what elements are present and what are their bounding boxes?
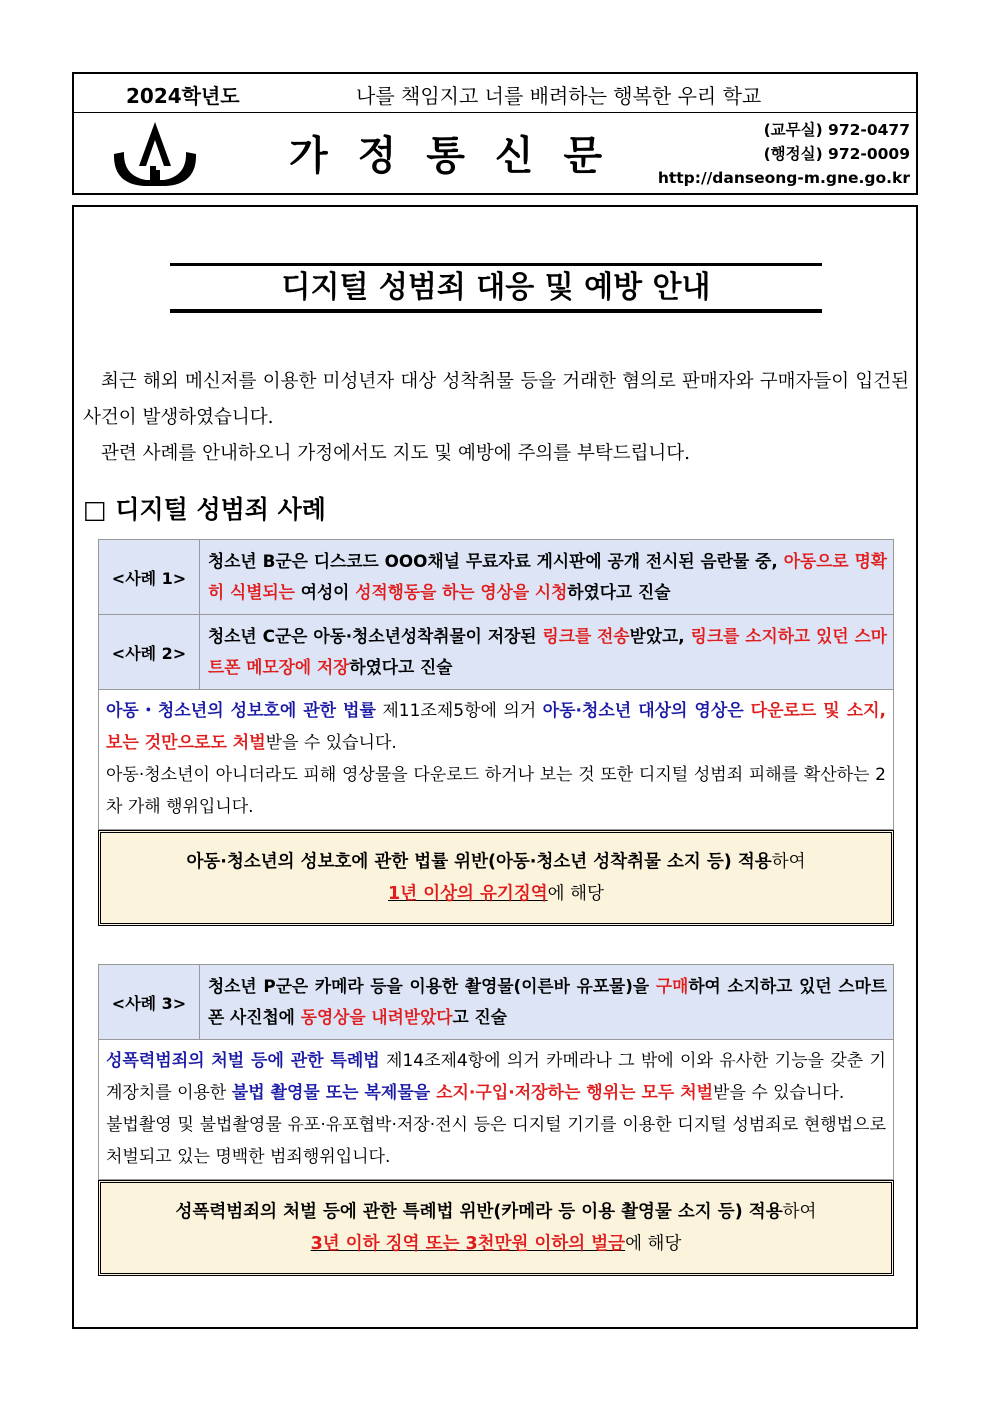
- penalty-box-1: 아동·청소년의 성보호에 관한 법률 위반(아동·청소년 성착취물 소지 등) 적용하여 1년 이상의 유기징역에 해당: [98, 830, 894, 926]
- document-title: 디지털 성범죄 대응 및 예방 안내: [170, 263, 822, 313]
- intro-paragraph-2: 관련 사례를 안내하오니 가정에서도 지도 및 예방에 주의를 부탁드립니다.: [101, 443, 691, 464]
- school-website-link[interactable]: http://danseong-m.gne.go.kr: [657, 169, 910, 187]
- school-contact: [658, 118, 910, 190]
- school-emblem-icon: [110, 118, 200, 190]
- case-row: [98, 539, 894, 615]
- newsletter-title: 가정통신문: [289, 133, 633, 179]
- case-label: <사례 3>: [99, 965, 200, 1039]
- admin-phone: (행정실) 972-0009: [763, 145, 910, 163]
- case-row: [98, 964, 894, 1040]
- office-phone: (교무실) 972-0477: [763, 121, 910, 139]
- case-group-1: [98, 539, 894, 926]
- law-explanation-2: 성폭력범죄의 처벌 등에 관한 특례법 제14조제4항에 의거 카메라나 그 밖에 이와 유사한 기능을 갖춘 기계장치를 이용한 불법 촬영물 또는 복제물을 소지·구입·저장하는 행위는 모두 처벌받을 수 있습니다. 불법촬영 및 불법촬영물 유포·유포협박·저장·전시 등은 디지털 기기를 이용한 디지털 성범죄로 현행법으로 처벌되고 있는 명백한 범죄행위입니다.: [98, 1040, 894, 1180]
- case-label: <사례 2>: [99, 615, 200, 689]
- case-text: 청소년 C군은 아동·청소년성착취물이 저장된 링크를 전송받았고, 링크를 소지하고 있던 스마트폰 메모장에 저장하였다고 진술: [208, 626, 887, 677]
- intro-text: [83, 364, 909, 472]
- intro-paragraph-1: 최근 해외 메신저를 이용한 미성년자 대상 성착취물 등을 거래한 혐의로 판매자와 구매자들이 입건된 사건이 발생하였습니다.: [83, 371, 909, 428]
- newsletter-header: [72, 72, 918, 195]
- case-group-2: [98, 964, 894, 1276]
- header-top-row: [74, 74, 916, 113]
- case-label: <사례 1>: [99, 540, 200, 614]
- school-motto: 나를 책임지고 너를 배려하는 행복한 우리 학교: [356, 84, 762, 108]
- case-text: 청소년 P군은 카메라 등을 이용한 촬영물(이른바 유포물)을 구매하여 소지하고 있던 스마트폰 사진첩에 동영상을 내려받았다고 진술: [208, 976, 887, 1027]
- school-year: 2024학년도: [126, 84, 240, 108]
- penalty-box-2: 성폭력범죄의 처벌 등에 관한 특례법 위반(카메라 등 이용 촬영물 소지 등) 적용하여 3년 이하 징역 또는 3천만원 이하의 벌금에 해당: [98, 1180, 894, 1276]
- case-row: [98, 615, 894, 690]
- law-explanation-1: 아동・청소년의 성보호에 관한 법률 제11조제5항에 의거 아동·청소년 대상의 영상은 다운로드 및 소지, 보는 것만으로도 처벌받을 수 있습니다. 아동·청소년이 아니더라도 피해 영상물을 다운로드 하거나 보는 것 또한 디지털 성범죄 피해를 확산하는 2차 가해 행위입니다.: [98, 690, 894, 830]
- section-heading: □ 디지털 성범죄 사례: [83, 495, 326, 524]
- case-text: 청소년 B군은 디스코드 OOO채널 무료자료 게시판에 공개 전시된 음란물 중, 아동으로 명확히 식별되는 여성이 성적행동을 하는 영상을 시청하였다고 진술: [208, 551, 888, 602]
